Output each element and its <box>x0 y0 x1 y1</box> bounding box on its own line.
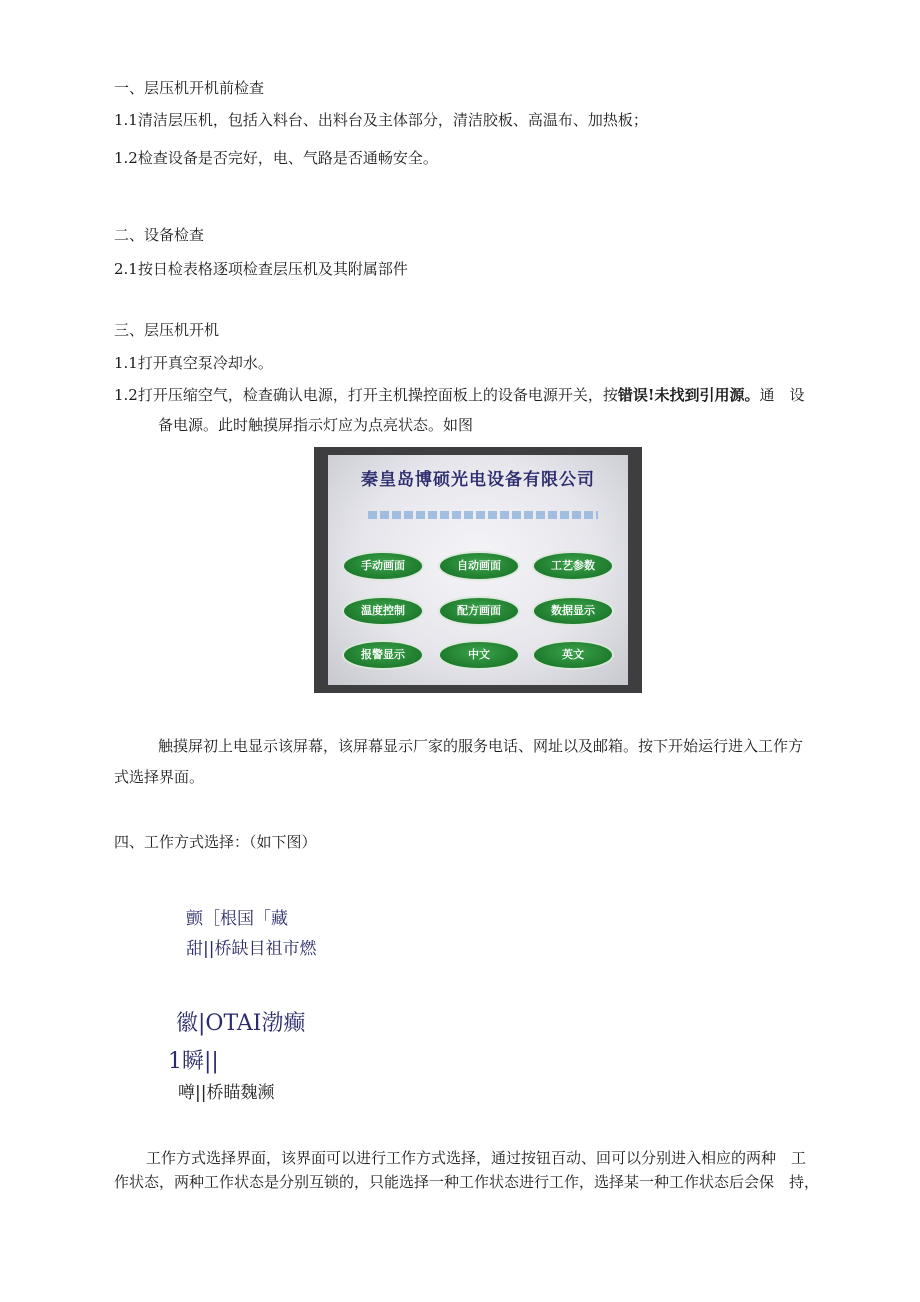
figure-text-line-2: 甜||桥缺目祖市燃 <box>186 939 317 959</box>
section-1-heading: 一、层压机开机前检查 <box>114 79 265 97</box>
section-3-heading: 三、层压机开机 <box>114 321 220 339</box>
figure-text-line-1: 颤［根国「藏 <box>186 909 288 929</box>
touchscreen-description-line-2: 式选择界面。 <box>114 768 205 786</box>
data-display-button: 数据显示 <box>532 596 614 626</box>
figure-text-line-4: 1瞬|| <box>168 1049 219 1074</box>
section-3-item-2-tail: 通 设 <box>759 386 805 404</box>
reference-error-text: 错误!未找到引用源。 <box>617 386 760 404</box>
touchscreen-photo <box>314 447 642 693</box>
section-2-heading: 二、设备检查 <box>114 226 205 244</box>
alarm-display-button: 报警显示 <box>342 640 424 670</box>
touchscreen-description-line-1: 触摸屏初上电显示该屏幕，该屏幕显示厂家的服务电话、网址以及邮箱。按下开始运行进入工作方 <box>158 737 804 755</box>
section-3-item-2-continued: 备电源。此时触摸屏指示灯应为点亮状态。如图 <box>158 416 474 434</box>
english-button: 英文 <box>532 640 614 670</box>
process-params-button: 工艺参数 <box>532 551 614 581</box>
company-name: 秦皇岛博硕光电设备有限公司 <box>361 470 595 490</box>
section-2-item-1: 2.1按日检表格逐项检查层压机及其附属部件 <box>114 260 408 278</box>
section-1-item-2: 1.2检查设备是否完好，电、气路是否通畅安全。 <box>114 149 438 167</box>
final-paragraph-line-2: 作状态，两种工作状态是分别互锁的，只能选择一种工作状态进行工作，选择某一种工作状态后会保 持， <box>114 1173 820 1191</box>
section-4-heading: 四、工作方式选择：（如下图） <box>114 833 317 851</box>
section-3-item-1: 1.1打开真空泵冷却水。 <box>114 354 273 372</box>
recipe-screen-button: 配方画面 <box>438 596 520 626</box>
manual-screen-button: 手动画面 <box>342 551 424 581</box>
figure-text-line-3: 徽|OTAI渤癫 <box>176 1011 306 1036</box>
section-3-item-2-text: 1.2打开压缩空气，检查确认电源，打开主机操控面板上的设备电源开关，按 <box>114 386 618 404</box>
section-1-item-1: 1.1清洁层压机，包括入料台、出料台及主体部分，清洁胶板、高温布、加热板； <box>114 111 648 129</box>
touchscreen-display <box>328 455 628 685</box>
auto-screen-button: 自动画面 <box>438 551 520 581</box>
section-3-item-2 <box>114 385 804 405</box>
final-paragraph-line-1: 工作方式选择界面，该界面可以进行工作方式选择，通过按钮百动、回可以分别进入相应的两种 工 <box>146 1149 807 1167</box>
figure-text-line-5: 噂||桥瞄魏濒 <box>178 1083 275 1103</box>
contact-info-line <box>368 511 598 519</box>
temperature-control-button: 温度控制 <box>342 596 424 626</box>
chinese-button: 中文 <box>438 640 520 670</box>
